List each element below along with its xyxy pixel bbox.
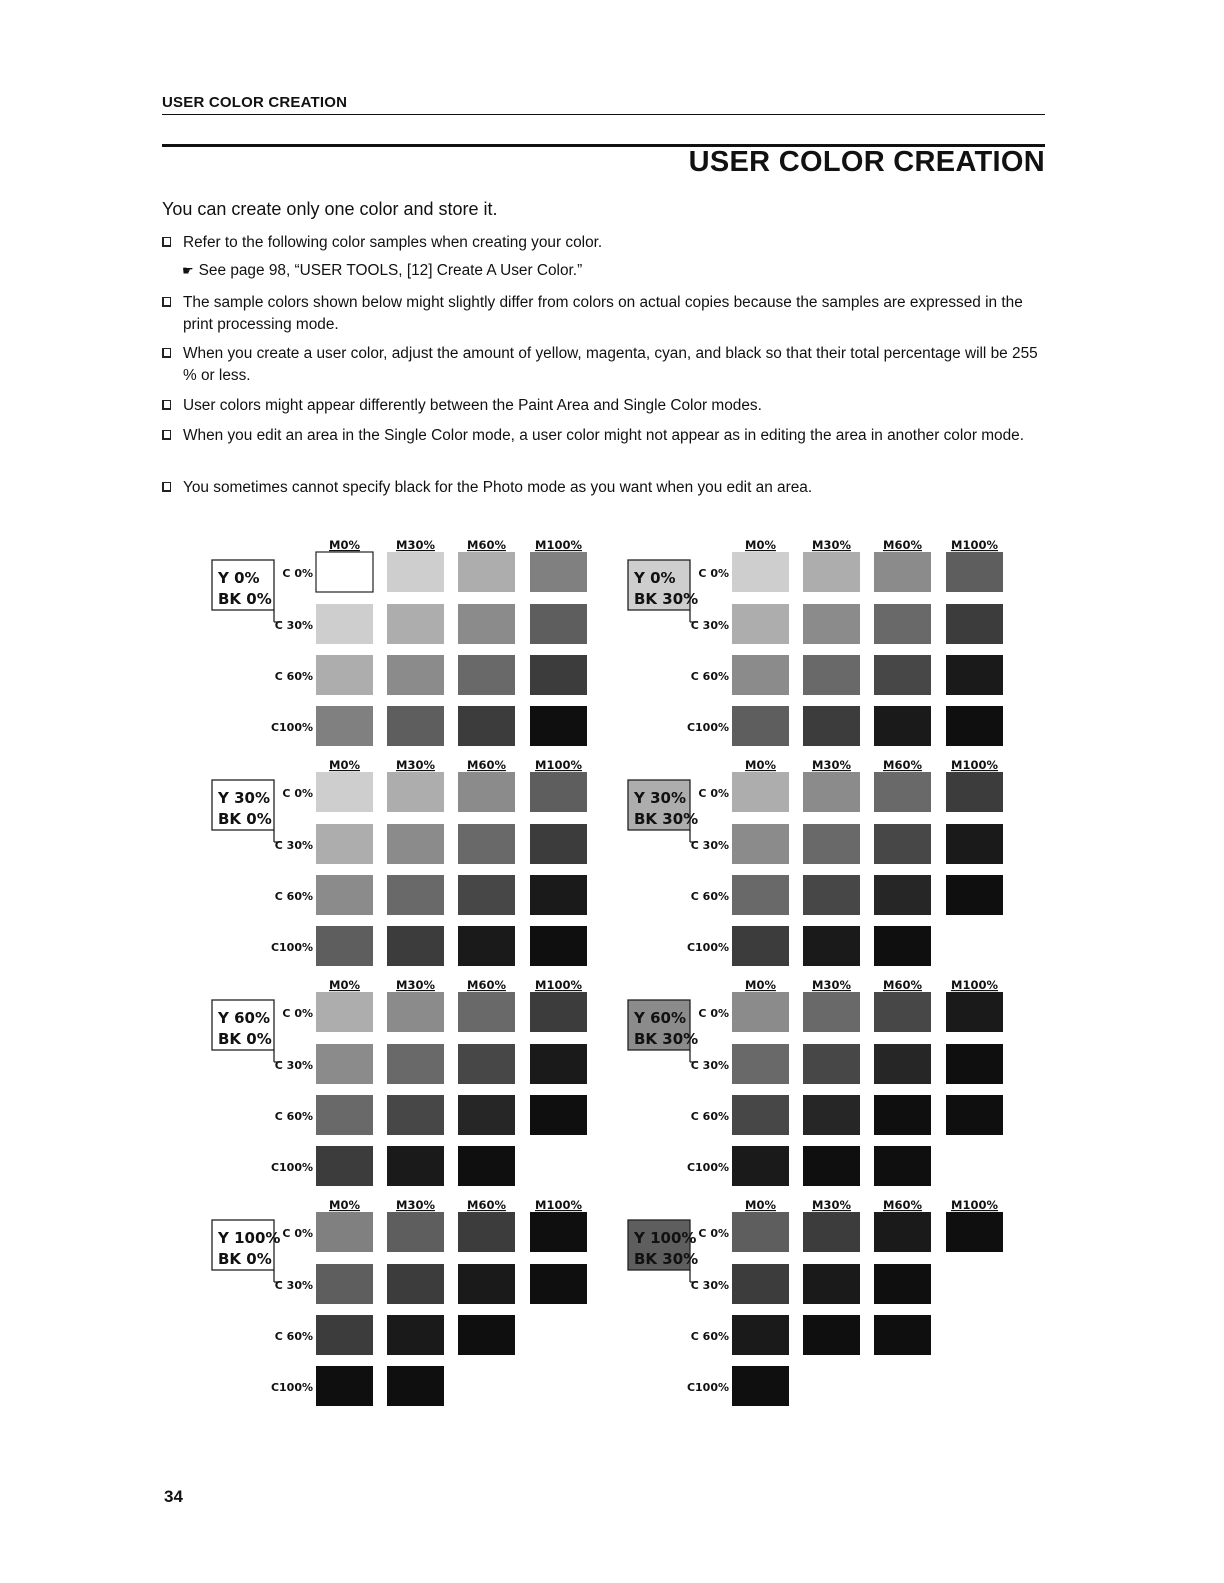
column-label: M30% xyxy=(396,1198,435,1212)
color-swatch xyxy=(803,552,860,592)
black-label: BK 30% xyxy=(634,1250,699,1268)
color-swatch xyxy=(530,552,587,592)
color-swatch xyxy=(732,1044,789,1084)
color-swatch xyxy=(732,1264,789,1304)
color-swatch xyxy=(316,655,373,695)
black-label: BK 0% xyxy=(218,1030,272,1048)
row-label: C 0% xyxy=(282,1227,313,1240)
color-swatch xyxy=(387,1146,444,1186)
column-label: M30% xyxy=(812,1198,851,1212)
row-label: C 30% xyxy=(274,1059,313,1072)
reference-text: See page 98, “USER TOOLS, [12] Create A User Color.” xyxy=(198,262,583,279)
row-label: C 30% xyxy=(274,619,313,632)
color-swatch xyxy=(387,1212,444,1252)
color-swatch xyxy=(874,992,931,1032)
yellow-label: Y 0% xyxy=(634,569,676,587)
column-label: M0% xyxy=(745,978,776,992)
color-swatch xyxy=(732,1315,789,1355)
column-label: M100% xyxy=(535,758,582,772)
note-text: When you create a user color, adjust the amount of yellow, magenta, cyan, and black so that their total percentage will be 255 % or less. xyxy=(183,345,1038,384)
color-swatch xyxy=(458,926,515,966)
color-swatch xyxy=(458,1212,515,1252)
column-label: M60% xyxy=(467,758,506,772)
color-swatch xyxy=(732,1212,789,1252)
color-swatch xyxy=(946,1044,1003,1084)
color-swatch xyxy=(387,772,444,812)
color-swatch xyxy=(387,1264,444,1304)
color-swatch xyxy=(874,1212,931,1252)
column-label: M60% xyxy=(467,538,506,552)
black-label: BK 0% xyxy=(218,590,272,608)
row-label: C 30% xyxy=(690,1059,729,1072)
color-swatch xyxy=(874,1095,931,1135)
row-label: C 30% xyxy=(690,839,729,852)
color-swatch xyxy=(946,655,1003,695)
color-swatch xyxy=(458,1146,515,1186)
black-label: BK 0% xyxy=(218,810,272,828)
color-swatch xyxy=(803,1264,860,1304)
color-swatch xyxy=(732,875,789,915)
row-label: C100% xyxy=(686,1381,729,1394)
color-swatch xyxy=(732,552,789,592)
row-label: C 60% xyxy=(274,890,313,903)
row-label: C100% xyxy=(686,1161,729,1174)
column-label: M100% xyxy=(951,978,998,992)
color-swatch xyxy=(732,772,789,812)
color-swatch xyxy=(803,706,860,746)
color-swatch xyxy=(530,1044,587,1084)
color-swatch xyxy=(316,992,373,1032)
color-swatch xyxy=(387,1095,444,1135)
color-swatch xyxy=(458,604,515,644)
color-swatch xyxy=(946,1095,1003,1135)
color-swatch xyxy=(316,926,373,966)
color-swatch xyxy=(316,772,373,812)
row-label: C 0% xyxy=(698,787,729,800)
pointing-hand-icon: ☛ xyxy=(182,263,194,278)
color-swatch xyxy=(874,772,931,812)
column-label: M60% xyxy=(883,978,922,992)
color-swatch xyxy=(530,1264,587,1304)
color-swatch xyxy=(874,1044,931,1084)
column-label: M30% xyxy=(396,758,435,772)
color-swatch xyxy=(458,875,515,915)
color-swatch xyxy=(530,1095,587,1135)
row-label: C100% xyxy=(270,721,313,734)
color-swatch xyxy=(530,655,587,695)
color-swatch xyxy=(316,1095,373,1135)
column-label: M0% xyxy=(745,1198,776,1212)
color-swatch xyxy=(316,706,373,746)
column-label: M60% xyxy=(883,1198,922,1212)
color-swatch xyxy=(458,772,515,812)
color-swatch xyxy=(387,655,444,695)
color-swatch xyxy=(387,1044,444,1084)
column-label: M60% xyxy=(467,978,506,992)
color-swatch xyxy=(530,772,587,812)
color-swatch xyxy=(530,824,587,864)
yellow-label: Y 30% xyxy=(634,789,686,807)
color-swatch xyxy=(316,1366,373,1406)
color-swatch xyxy=(803,1212,860,1252)
color-swatch xyxy=(458,992,515,1032)
column-label: M30% xyxy=(812,758,851,772)
color-swatch xyxy=(946,824,1003,864)
color-swatch xyxy=(946,706,1003,746)
row-label: C 30% xyxy=(690,619,729,632)
color-swatch xyxy=(874,655,931,695)
color-swatch xyxy=(803,824,860,864)
color-swatch xyxy=(732,604,789,644)
column-label: M0% xyxy=(745,758,776,772)
row-label: C100% xyxy=(686,721,729,734)
color-swatch xyxy=(874,1315,931,1355)
column-label: M0% xyxy=(745,538,776,552)
row-label: C 60% xyxy=(274,1110,313,1123)
color-swatch xyxy=(458,706,515,746)
column-label: M30% xyxy=(812,978,851,992)
row-label: C 0% xyxy=(282,567,313,580)
color-swatch xyxy=(803,604,860,644)
row-label: C100% xyxy=(686,941,729,954)
yellow-label: Y 0% xyxy=(218,569,260,587)
color-swatch xyxy=(316,1146,373,1186)
column-label: M60% xyxy=(883,758,922,772)
color-swatch xyxy=(316,1044,373,1084)
color-swatch xyxy=(732,1095,789,1135)
yellow-label: Y 100% xyxy=(634,1229,697,1247)
color-swatch xyxy=(316,552,373,592)
page-title: USER COLOR CREATION xyxy=(688,146,1045,178)
color-swatch xyxy=(732,824,789,864)
color-swatch xyxy=(803,1315,860,1355)
color-swatch xyxy=(458,1264,515,1304)
yellow-label: Y 100% xyxy=(218,1229,281,1247)
color-swatch xyxy=(732,655,789,695)
color-swatch xyxy=(946,875,1003,915)
note-text: Refer to the following color samples when creating your color. xyxy=(183,234,603,251)
row-label: C 60% xyxy=(274,1330,313,1343)
yellow-label: Y 60% xyxy=(634,1009,686,1027)
color-swatch xyxy=(530,604,587,644)
color-swatch xyxy=(803,1044,860,1084)
color-swatch xyxy=(874,552,931,592)
color-swatch xyxy=(732,926,789,966)
color-swatch xyxy=(732,1366,789,1406)
column-label: M100% xyxy=(951,1198,998,1212)
column-label: M100% xyxy=(535,978,582,992)
color-swatch xyxy=(946,992,1003,1032)
note-text: You sometimes cannot specify black for the Photo mode as you want when you edit an area. xyxy=(183,479,813,496)
column-label: M0% xyxy=(329,758,360,772)
color-swatch xyxy=(387,992,444,1032)
row-label: C 0% xyxy=(282,787,313,800)
color-swatch xyxy=(387,875,444,915)
row-label: C 30% xyxy=(274,1279,313,1292)
row-label: C100% xyxy=(270,1381,313,1394)
row-label: C 0% xyxy=(698,1007,729,1020)
column-label: M30% xyxy=(396,978,435,992)
color-swatch xyxy=(316,604,373,644)
column-label: M0% xyxy=(329,978,360,992)
color-swatch xyxy=(803,1146,860,1186)
color-swatch xyxy=(458,1044,515,1084)
color-swatch xyxy=(874,926,931,966)
color-swatch xyxy=(803,992,860,1032)
column-label: M100% xyxy=(951,538,998,552)
color-swatch xyxy=(946,772,1003,812)
column-label: M100% xyxy=(535,1198,582,1212)
color-swatch xyxy=(458,824,515,864)
color-swatch xyxy=(530,992,587,1032)
color-swatch xyxy=(874,875,931,915)
color-swatch xyxy=(732,706,789,746)
page-number: 34 xyxy=(164,1487,183,1506)
color-swatch xyxy=(803,926,860,966)
note-text: The sample colors shown below might slightly differ from colors on actual copies because the samples are expressed in the print processing mode. xyxy=(183,294,1023,333)
color-swatch xyxy=(803,655,860,695)
column-label: M0% xyxy=(329,1198,360,1212)
row-label: C100% xyxy=(270,941,313,954)
row-label: C 60% xyxy=(690,670,729,683)
running-header: USER COLOR CREATION xyxy=(162,94,348,111)
color-swatch xyxy=(946,552,1003,592)
color-swatch xyxy=(530,926,587,966)
color-swatch xyxy=(803,1095,860,1135)
color-swatch xyxy=(458,655,515,695)
black-label: BK 30% xyxy=(634,1030,699,1048)
note-text: User colors might appear differently between the Paint Area and Single Color modes. xyxy=(183,397,762,414)
column-label: M60% xyxy=(467,1198,506,1212)
yellow-label: Y 60% xyxy=(218,1009,270,1027)
color-swatch xyxy=(946,604,1003,644)
row-label: C 30% xyxy=(274,839,313,852)
color-swatch xyxy=(946,1212,1003,1252)
color-swatch xyxy=(874,1264,931,1304)
yellow-label: Y 30% xyxy=(218,789,270,807)
color-swatch xyxy=(458,552,515,592)
row-label: C100% xyxy=(270,1161,313,1174)
column-label: M30% xyxy=(812,538,851,552)
column-label: M60% xyxy=(883,538,922,552)
black-label: BK 30% xyxy=(634,590,699,608)
intro-text: You can create only one color and store it. xyxy=(162,199,498,219)
color-swatch xyxy=(803,772,860,812)
color-swatch xyxy=(387,1366,444,1406)
note-text: When you edit an area in the Single Color mode, a user color might not appear as in editing the area in another color mode. xyxy=(183,427,1024,444)
color-swatch xyxy=(387,926,444,966)
color-swatch xyxy=(387,706,444,746)
color-swatch xyxy=(803,875,860,915)
column-label: M30% xyxy=(396,538,435,552)
row-label: C 60% xyxy=(690,1110,729,1123)
color-swatch xyxy=(387,1315,444,1355)
row-label: C 0% xyxy=(698,1227,729,1240)
color-swatch xyxy=(387,604,444,644)
row-label: C 0% xyxy=(698,567,729,580)
color-swatch xyxy=(387,824,444,864)
color-swatch xyxy=(874,824,931,864)
color-swatch xyxy=(732,1146,789,1186)
color-swatch xyxy=(316,1212,373,1252)
row-label: C 60% xyxy=(274,670,313,683)
color-swatch xyxy=(530,706,587,746)
row-label: C 60% xyxy=(690,890,729,903)
color-swatch xyxy=(874,706,931,746)
color-swatch xyxy=(387,552,444,592)
color-swatch xyxy=(530,875,587,915)
color-swatch xyxy=(316,875,373,915)
color-swatch xyxy=(874,604,931,644)
color-swatch xyxy=(458,1095,515,1135)
color-swatch xyxy=(530,1212,587,1252)
color-swatch xyxy=(458,1315,515,1355)
color-swatch xyxy=(316,1264,373,1304)
color-swatch xyxy=(316,824,373,864)
column-label: M100% xyxy=(535,538,582,552)
color-swatch xyxy=(874,1146,931,1186)
color-swatch xyxy=(732,992,789,1032)
row-label: C 0% xyxy=(282,1007,313,1020)
black-label: BK 0% xyxy=(218,1250,272,1268)
row-label: C 30% xyxy=(690,1279,729,1292)
black-label: BK 30% xyxy=(634,810,699,828)
column-label: M0% xyxy=(329,538,360,552)
color-swatch xyxy=(316,1315,373,1355)
row-label: C 60% xyxy=(690,1330,729,1343)
column-label: M100% xyxy=(951,758,998,772)
